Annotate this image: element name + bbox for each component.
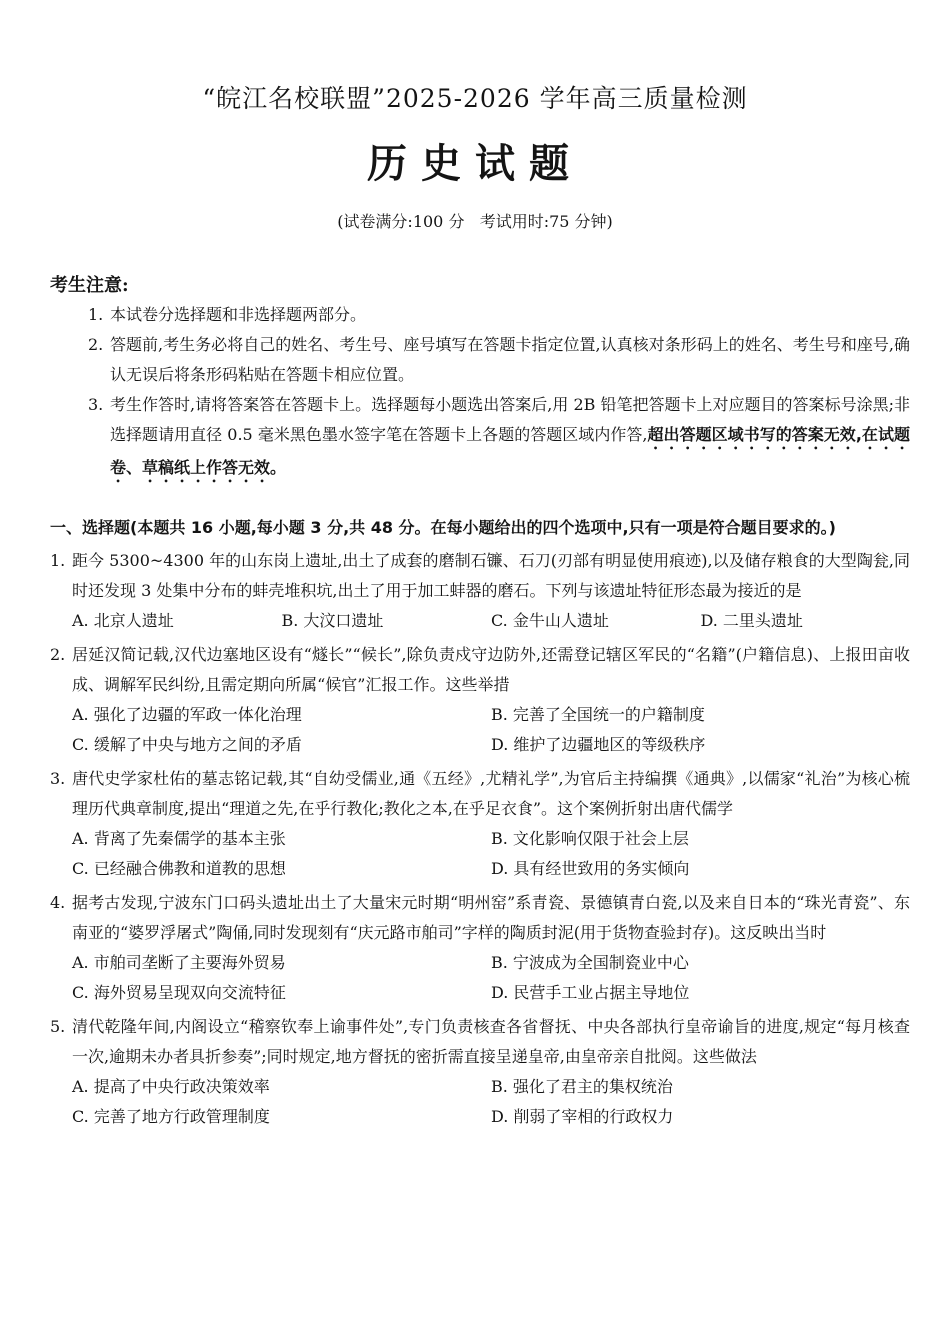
question-4 [50, 888, 910, 1008]
question-text: 据考古发现,宁波东门口码头遗址出土了大量宋元时期“明州窑”系青瓷、景德镇青白瓷,以及来自日本的“珠光青瓷”、东南亚的“婆罗浮屠式”陶俑,同时发现刻有“庆元路市舶司”字样的陶质封泥(用于货物查验封存)。这反映出当时 [72, 893, 910, 942]
option-d: D. 二里头遗址 [700, 611, 803, 630]
question-stem [50, 888, 910, 948]
question-text: 唐代史学家杜佑的墓志铭记载,其“自幼受儒业,通《五经》,尤精礼学”,为官后主持编撰《通典》,以儒家“礼治”为核心梳理历代典章制度,提出“理道之先,在乎行教化;教化之本,在乎足衣食”。这个案例折射出唐代儒学 [72, 769, 910, 818]
option-b: B. 完善了全国统一的户籍制度 [491, 705, 705, 724]
question-stem [50, 640, 910, 700]
exam-title: “皖江名校联盟”2025-2026 学年高三质量检测 [202, 84, 748, 113]
question-number: 2. [50, 645, 66, 664]
question-stem [50, 764, 910, 824]
question-options [50, 700, 910, 760]
notice-item [50, 330, 910, 390]
notice-item-number: 3. [88, 395, 104, 414]
notice-item-text: 考生作答时,请将答案答在答题卡上。选择题每小题选出答案后,用 2B 铅笔把答题卡上对应题目的答案标号涂黑;非选择题请用直径 0.5 毫米黑色墨水签字笔在答题卡上各题的答题区域内作答, [110, 395, 910, 444]
option-a: A. 强化了边疆的军政一体化治理 [72, 705, 302, 724]
option-a: A. 提高了中央行政决策效率 [72, 1077, 270, 1096]
question-number: 3. [50, 769, 66, 788]
option-a: A. 背离了先秦儒学的基本主张 [72, 829, 286, 848]
question-2 [50, 640, 910, 760]
notice-title: 考生注意: [50, 275, 129, 296]
notice-item [50, 300, 910, 330]
question-number: 1. [50, 551, 66, 570]
option-c: C. 海外贸易呈现双向交流特征 [72, 983, 286, 1002]
question-number: 4. [50, 893, 66, 912]
option-c: C. 已经融合佛教和道教的思想 [72, 859, 286, 878]
option-d: D. 削弱了宰相的行政权力 [491, 1107, 674, 1126]
question-text: 居延汉简记载,汉代边塞地区设有“燧长”“候长”,除负责戍守边防外,还需登记辖区军民的“名籍”(户籍信息)、上报田亩收成、调解军民纠纷,且需定期向所属“候官”汇报工作。这些举措 [72, 645, 910, 694]
question-text: 清代乾隆年间,内阁设立“稽察钦奉上谕事件处”,专门负责核查各省督抚、中央各部执行皇帝谕旨的进度,规定“每月核查一次,逾期未办者具折参奏”;同时规定,地方督抚的密折需直接呈递皇帝,由皇帝亲自批阅。这些做法 [72, 1017, 910, 1066]
question-options [50, 606, 910, 636]
candidate-notice [50, 272, 910, 486]
notice-item-number: 1. [88, 305, 104, 324]
option-d: D. 具有经世致用的务实倾向 [491, 859, 690, 878]
question-5 [50, 1012, 910, 1132]
question-1 [50, 546, 910, 636]
option-c: C. 完善了地方行政管理制度 [72, 1107, 270, 1126]
option-b: B. 宁波成为全国制瓷业中心 [491, 953, 689, 972]
section-heading: 一、选择题(本题共 16 小题,每小题 3 分,共 48 分。在每小题给出的四个选项中,只有一项是符合题目要求的。) [50, 518, 836, 537]
notice-item [50, 390, 910, 486]
question-options [50, 948, 910, 1008]
notice-item-text: 本试卷分选择题和非选择题两部分。 [110, 305, 367, 324]
option-b: B. 文化影响仅限于社会上层 [491, 829, 689, 848]
option-b: B. 强化了君主的集权统治 [491, 1077, 673, 1096]
option-a: A. 市舶司垄断了主要海外贸易 [72, 953, 286, 972]
multiple-choice-section [50, 514, 910, 1132]
option-c: C. 金牛山人遗址 [491, 611, 609, 630]
question-3 [50, 764, 910, 884]
question-stem [50, 1012, 910, 1072]
option-a: A. 北京人遗址 [72, 611, 174, 630]
exam-meta: (试卷满分:100 分 考试用时:75 分钟) [337, 212, 613, 231]
question-options [50, 824, 910, 884]
question-number: 5. [50, 1017, 66, 1036]
notice-warning-emphasis: 超出答题区域书写的答案无效,在试题卷、草稿纸上作答无效。 [110, 425, 910, 477]
notice-item-text: 答题前,考生务必将自己的姓名、考生号、座号填写在答题卡指定位置,认真核对条形码上的姓名、考生号和座号,确认无误后将条形码粘贴在答题卡相应位置。 [110, 335, 910, 384]
notice-item-number: 2. [88, 335, 104, 354]
question-stem [50, 546, 910, 606]
option-d: D. 维护了边疆地区的等级秩序 [491, 735, 706, 754]
subject-title: 历史试题 [367, 140, 583, 187]
option-c: C. 缓解了中央与地方之间的矛盾 [72, 735, 302, 754]
option-b: B. 大汶口遗址 [281, 611, 384, 630]
question-text: 距今 5300~4300 年的山东岗上遗址,出土了成套的磨制石镰、石刀(刃部有明显使用痕迹),以及储存粮食的大型陶瓮,同时还发现 3 处集中分布的蚌壳堆积坑,出土了用于加工蚌器的磨石。下列与该遗址特征形态最为接近的是 [72, 551, 910, 600]
option-d: D. 民营手工业占据主导地位 [491, 983, 690, 1002]
question-options [50, 1072, 910, 1132]
